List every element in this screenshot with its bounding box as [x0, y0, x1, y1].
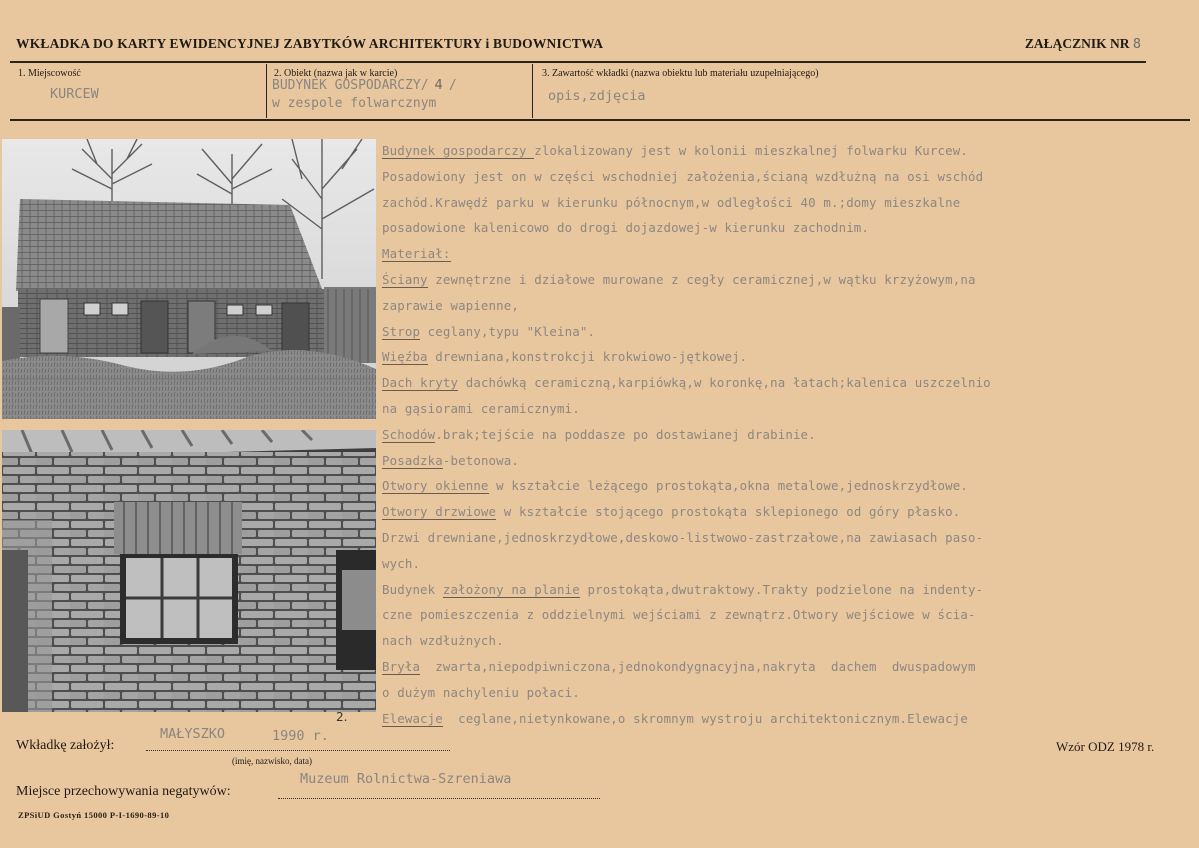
description-fragment: dachówką ceramiczną,karpiówką,w koronkę,na łatach;kalenica uszczelnio: [458, 375, 991, 391]
description-fragment: Posadowiony jest on w części wschodniej założenia,ścianą wzdłużną na osi wschód: [382, 168, 984, 184]
description-fragment: Budynek: [382, 581, 443, 597]
underlined-heading: Więźba: [382, 349, 428, 365]
description-line: [382, 396, 1192, 422]
founder-dotted-line: [146, 750, 450, 751]
field-divider-1: [266, 64, 267, 118]
description-fragment: o dużym nachyleniu połaci.: [382, 684, 580, 700]
object-value-line-1: BUDYNEK GOSPODARCZY/: [272, 78, 429, 93]
description-line: [382, 190, 1192, 216]
description-fragment: ceglane,nietynkowane,o skromnym wystroju architektonicznym.Elewacje: [442, 710, 968, 726]
description-line: [382, 422, 1192, 448]
annex-label: ZAŁĄCZNIK NR: [1024, 36, 1130, 51]
underlined-heading: Elewacje: [382, 710, 443, 726]
description-fragment: -betonowa.: [442, 452, 519, 468]
wall-detail-image: [2, 430, 376, 712]
description-line: [382, 551, 1192, 577]
description-line: [382, 706, 1192, 732]
description-line: [382, 473, 1192, 499]
description-fragment: zachód.Krawędź parku w kierunku północnym,w odległości 40 m.;domy mieszkalne: [382, 194, 961, 210]
description-fragment: zaprawie wapienne,: [382, 297, 519, 313]
barn-photo: [2, 139, 376, 419]
founder-label: Wkładkę założył:: [16, 738, 115, 753]
founder-year: 1990 r.: [272, 728, 329, 744]
contents-value: opis,zdjęcia: [548, 88, 646, 104]
description-fragment: prostokąta,dwutraktowy.Trakty podzielone na indenty-: [579, 581, 984, 597]
description-fragment: drewniana,konstrokcji krokwiowo-jętkowej.: [427, 349, 748, 365]
underlined-heading: Posadzka: [382, 452, 443, 468]
description-line: [382, 448, 1192, 474]
description-fragment: w kształcie stojącego prostokąta sklepionego od góry płasko.: [496, 504, 961, 520]
description-fragment: wych.: [382, 555, 421, 571]
object-value-line-2: w zespole folwarcznym: [272, 96, 437, 111]
description-fragment: na gąsiorami ceramicznymi.: [382, 400, 580, 416]
description-line: [382, 267, 1192, 293]
object-value-hand: 4: [434, 78, 443, 93]
description-line: [382, 680, 1192, 706]
founder-page-number: 2.: [336, 710, 348, 724]
description-fragment: zlokalizowany jest w kolonii mieszkalnej folwarku Kurcew.: [534, 143, 968, 158]
description-line: [382, 215, 1192, 241]
description-line: [382, 602, 1192, 628]
description-line: [382, 525, 1192, 551]
description-line: [382, 164, 1192, 190]
description-fragment: nach wzdłużnych.: [382, 633, 504, 649]
underlined-heading: Schodów: [382, 426, 436, 442]
description-fragment: czne pomieszczenia z oddzielnymi wejściami z zewnątrz.Otwory wejściowe w ścia-: [382, 607, 976, 623]
object-value: [272, 78, 457, 93]
annex-handwritten-number: 8: [1132, 36, 1141, 52]
underlined-heading: Budynek gospodarczy: [382, 143, 535, 158]
description-fragment: Drzwi drewniane,jednoskrzydłowe,deskowo-listwowo-zastrzałowe,na zawiasach paso-: [382, 529, 984, 545]
description-line: [382, 654, 1192, 680]
description-line: [382, 499, 1192, 525]
underlined-heading: założony na planie: [442, 581, 580, 597]
description-line: [382, 370, 1192, 396]
description-line: [382, 138, 1192, 164]
description-fragment: w kształcie leżącego prostokąta,okna metalowe,jednoskrzydłowe.: [488, 478, 968, 494]
fields-rule: [10, 119, 1190, 121]
object-value-slash: /: [448, 78, 457, 93]
description-fragment: posadowione kalenicowo do drogi dojazdowej-w kierunku zachodnim.: [382, 220, 870, 236]
locality-label: 1. Miejscowość: [18, 68, 81, 79]
founder-caption: (imię, nazwisko, data): [232, 756, 312, 766]
negatives-label: Miejsce przechowywania negatywów:: [16, 784, 231, 799]
description-fragment: ceglany,typu "Kleina".: [420, 323, 596, 339]
description-line: [382, 344, 1192, 370]
description-text: [382, 138, 1192, 731]
description-line: [382, 577, 1192, 603]
barn-photo-image: [2, 139, 376, 419]
wall-detail-photo: [2, 430, 376, 712]
underlined-heading: Bryła: [382, 658, 421, 674]
contents-label: 3. Zawartość wkładki (nazwa obiektu lub materiału uzupełniającego): [542, 68, 819, 79]
founder-name: MAŁYSZKO: [160, 726, 226, 742]
model-label: Wzór ODZ 1978 r.: [1056, 739, 1155, 754]
negatives-value: Muzeum Rolnictwa-Szreniawa: [300, 771, 512, 787]
form-title: WKŁADKA DO KARTY EWIDENCYJNEJ ZABYTKÓW ARCHITEKTURY i BUDOWNICTWA: [16, 36, 604, 51]
description-fragment: zwarta,niepodpiwniczona,jednokondygnacyjna,nakryta dachem dwuspadowym: [420, 658, 976, 674]
negatives-dotted-line: [278, 798, 600, 799]
header-rule: [10, 61, 1146, 63]
underlined-heading: Materiał:: [382, 246, 451, 262]
annex-number: [1025, 36, 1141, 52]
description-line: [382, 293, 1192, 319]
description-line: [382, 319, 1192, 345]
underlined-heading: Ściany: [382, 271, 428, 287]
underlined-heading: Otwory okienne: [382, 478, 489, 494]
underlined-heading: Dach kryty: [382, 375, 459, 391]
underlined-heading: Strop: [382, 323, 421, 339]
description-fragment: zewnętrzne i działowe murowane z cegły ceramicznej,w wątku krzyżowym,na: [427, 271, 976, 287]
field-divider-2: [532, 64, 533, 118]
description-line: [382, 628, 1192, 654]
description-fragment: .brak;tejście na poddasze po dostawianej drabinie.: [435, 426, 816, 442]
underlined-heading: Otwory drzwiowe: [382, 504, 497, 520]
print-info: ZPSiUD Gostyń 15000 P-I-1690-89-10: [18, 810, 170, 820]
description-line: [382, 241, 1192, 267]
locality-value: KURCEW: [50, 86, 99, 102]
object-label: 2. Obiekt (nazwa jak w karcie): [274, 68, 398, 79]
